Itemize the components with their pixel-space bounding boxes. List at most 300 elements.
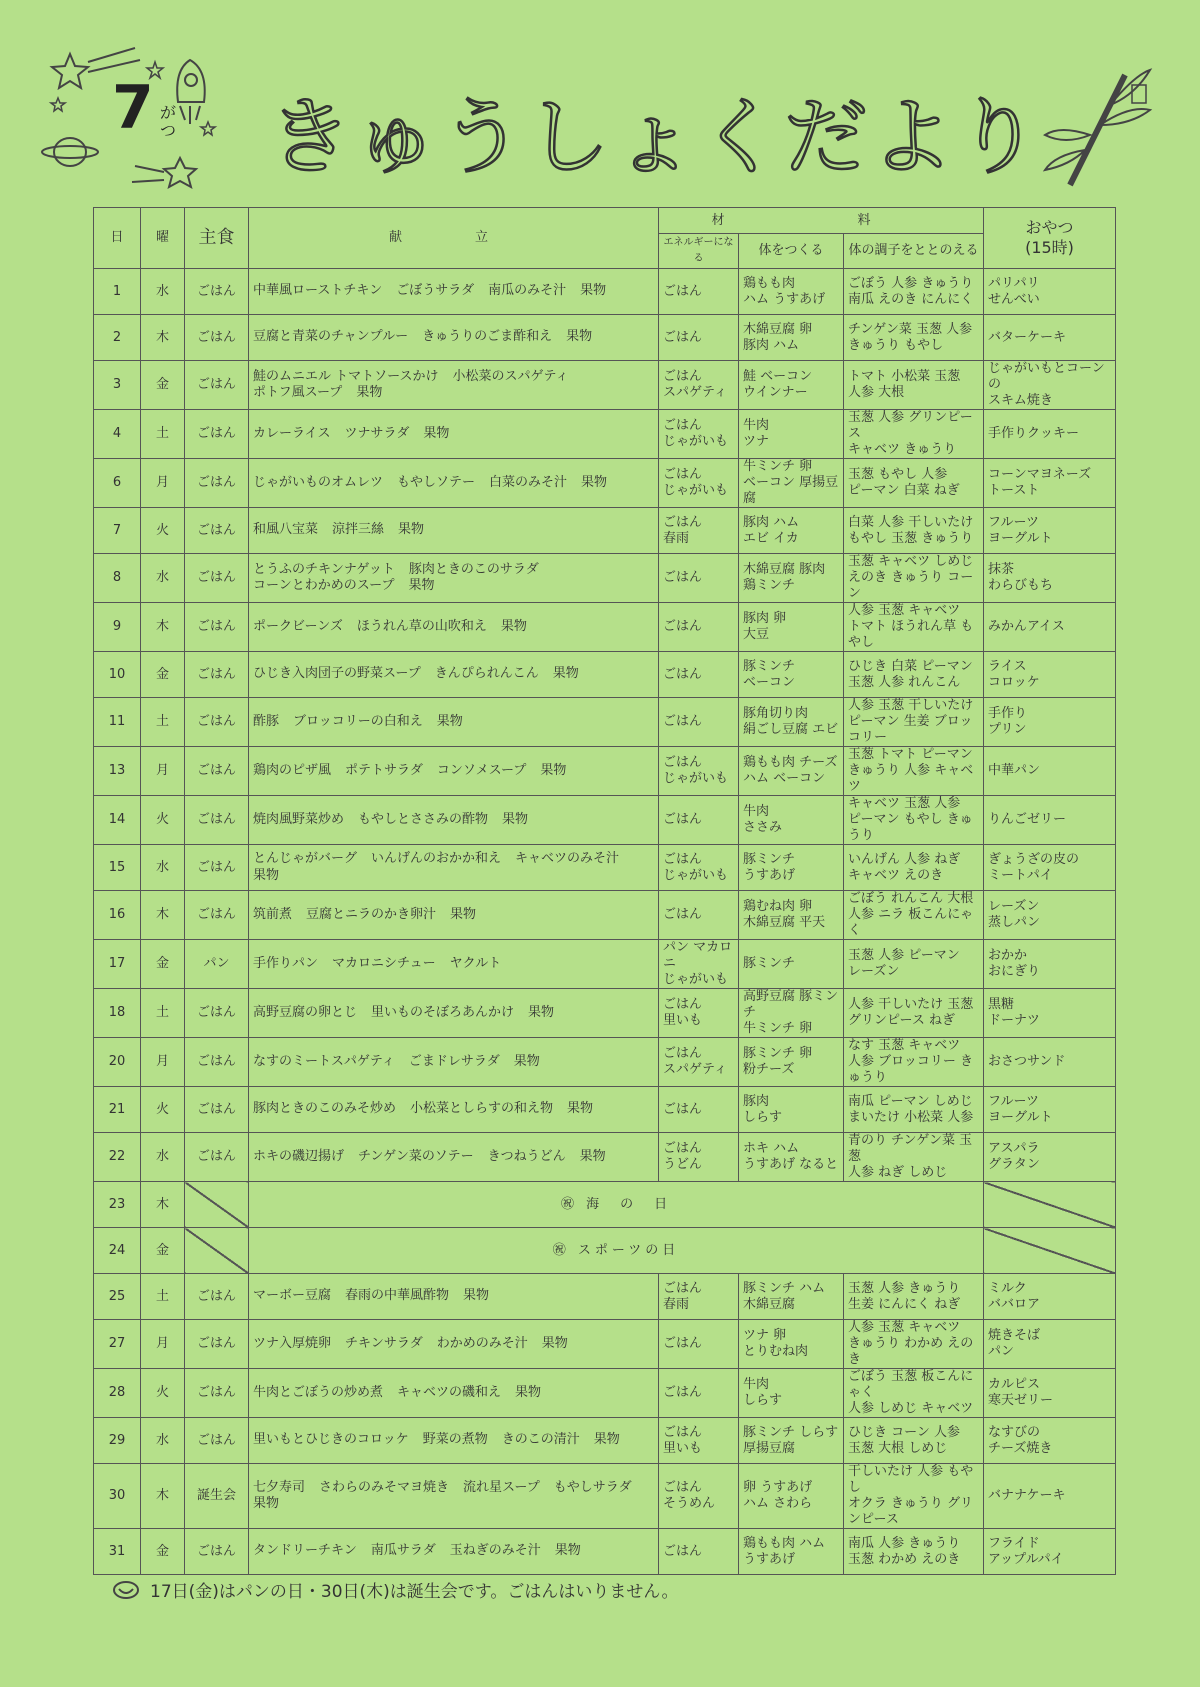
snack-cell: パリパリ せんべい (984, 269, 1116, 315)
body-cell: 牛肉 ツナ (739, 410, 844, 459)
weekday-cell: 水 (141, 269, 185, 315)
table-row (94, 1182, 1116, 1228)
body-cell: 鶏もも肉 チーズ ハム ベーコン (739, 747, 844, 796)
body-cell: 牛肉 ささみ (739, 796, 844, 845)
energy-cell: ごはん (659, 1529, 739, 1575)
dish-item: 小松菜のスパゲティ (452, 368, 569, 384)
dish-item: 果物 (515, 1384, 542, 1400)
day-cell: 15 (94, 845, 141, 891)
dish-item: 果物 (513, 1053, 540, 1069)
staple-cell-empty (185, 1182, 249, 1228)
day-cell: 7 (94, 508, 141, 554)
dish-item: ポトフ風スープ (253, 385, 343, 400)
dish-item: 果物 (463, 1288, 490, 1304)
dish-item: 果物 (528, 1004, 555, 1020)
table-row (94, 1133, 1116, 1182)
body-cell: 牛肉 しらす (739, 1369, 844, 1418)
condition-cell: 南瓜 人参 きゅうり 玉葱 わかめ えのき (844, 1529, 984, 1575)
staple-cell: ごはん (185, 845, 249, 891)
dish-item: 果物 (579, 1148, 606, 1164)
dish-item: いんげんのおかか和え (371, 851, 502, 866)
staple-cell: パン (185, 940, 249, 989)
day-cell: 6 (94, 459, 141, 508)
staple-cell: ごはん (185, 410, 249, 459)
menu-cell (249, 459, 659, 508)
energy-cell: ごはん (659, 891, 739, 940)
snack-cell: ライス コロッケ (984, 652, 1116, 698)
staple-cell: ごはん (185, 1529, 249, 1575)
staple-cell: ごはん (185, 1038, 249, 1087)
weekday-cell: 水 (141, 1418, 185, 1464)
menu-cell (249, 1464, 659, 1529)
table-row (94, 1418, 1116, 1464)
dish-item: 果物 (554, 1543, 581, 1559)
dish-item: 里いものそぼろあんかけ (371, 1004, 515, 1020)
weekday-cell: 土 (141, 698, 185, 747)
dish-item: さわらのみそマヨ焼き (319, 1479, 450, 1495)
dish-item: ヤクルト (449, 955, 502, 971)
body-cell: 豚ミンチ うすあげ (739, 845, 844, 891)
energy-cell: ごはん (659, 1369, 739, 1418)
header-snack-time: (15時) (1025, 238, 1074, 257)
dish-item: 果物 (450, 906, 477, 922)
condition-cell: 玉葱 もやし 人参 ピーマン 白菜 ねぎ (844, 459, 984, 508)
snack-cell: ミルク ババロア (984, 1274, 1116, 1320)
dish-item: 和風八宝菜 (253, 522, 319, 538)
staple-cell: ごはん (185, 1274, 249, 1320)
table-row (94, 652, 1116, 698)
condition-cell: 干しいたけ 人参 もやし オクラ きゅうり グリンピース (844, 1464, 984, 1529)
dish-item: 果物 (541, 1335, 568, 1351)
menu-cell (249, 940, 659, 989)
day-cell: 28 (94, 1369, 141, 1418)
dish-item: じゃがいものオムレツ (253, 474, 384, 490)
dish-item: 鮭のムニエル トマトソースかけ (253, 368, 439, 384)
body-cell: 木綿豆腐 卵 豚肉 ハム (739, 315, 844, 361)
menu-cell (249, 747, 659, 796)
dish-item: 小松菜としらすの和え物 (410, 1101, 554, 1117)
day-cell: 3 (94, 361, 141, 410)
table-row (94, 845, 1116, 891)
dish-item: とうふのチキンナゲット (253, 561, 395, 577)
body-cell: 木綿豆腐 豚肉 鶏ミンチ (739, 554, 844, 603)
dish-item: 春雨の中華風酢物 (345, 1288, 450, 1304)
dish-item: わかめのみそ汁 (436, 1335, 528, 1351)
menu-cell (249, 1418, 659, 1464)
staple-cell: ごはん (185, 796, 249, 845)
header-staple: 主食 (185, 208, 249, 269)
staple-cell: ごはん (185, 459, 249, 508)
dish-item: 玉ねぎのみそ汁 (449, 1543, 541, 1559)
energy-cell: ごはん (659, 1087, 739, 1133)
table-row (94, 1529, 1116, 1575)
body-cell: 豚ミンチ (739, 940, 844, 989)
staple-cell: ごはん (185, 1133, 249, 1182)
menu-cell (249, 361, 659, 410)
dish-item: ツナ入厚焼卵 (253, 1335, 332, 1351)
header-materials: 材 料 (659, 208, 984, 234)
weekday-cell: 土 (141, 989, 185, 1038)
dish-item: とんじゃがバーグ (253, 851, 358, 866)
dish-item: ホキの磯辺揚げ (253, 1148, 345, 1164)
staple-cell: ごはん (185, 652, 249, 698)
day-cell: 16 (94, 891, 141, 940)
weekday-cell: 水 (141, 1133, 185, 1182)
weekday-cell: 金 (141, 1529, 185, 1575)
weekday-cell: 木 (141, 891, 185, 940)
staple-cell: ごはん (185, 747, 249, 796)
staple-cell: ごはん (185, 698, 249, 747)
staple-cell: ごはん (185, 1087, 249, 1133)
staple-cell: ごはん (185, 1320, 249, 1369)
energy-cell: ごはん (659, 1320, 739, 1369)
snack-cell-empty (984, 1182, 1116, 1228)
energy-cell: ごはん じゃがいも (659, 410, 739, 459)
weekday-cell: 土 (141, 1274, 185, 1320)
energy-cell: パン マカロニ じゃがいも (659, 940, 739, 989)
dish-item: 果物 (423, 425, 450, 441)
table-row (94, 1320, 1116, 1369)
dish-item: 果物 (502, 811, 529, 827)
condition-cell: ごぼう れんこん 大根 人参 ニラ 板こんにゃく (844, 891, 984, 940)
dish-item: 果物 (408, 578, 435, 593)
dish-item: きのこの清汁 (501, 1432, 580, 1448)
dish-item: 南瓜サラダ (370, 1543, 436, 1559)
dish-item: 七夕寿司 (253, 1479, 306, 1495)
dish-item: もやしサラダ (553, 1479, 632, 1495)
weekday-cell: 火 (141, 796, 185, 845)
body-cell: 鶏もも肉 ハム うすあげ (739, 1529, 844, 1575)
header-energy: エネルギーになる (659, 234, 739, 269)
day-cell: 20 (94, 1038, 141, 1087)
snack-cell: りんごゼリー (984, 796, 1116, 845)
header-weekday: 曜 (141, 208, 185, 269)
menu-cell (249, 845, 659, 891)
table-row (94, 459, 1116, 508)
day-cell: 1 (94, 269, 141, 315)
dish-item: 高野豆腐の卵とじ (253, 1004, 358, 1020)
staple-cell-empty (185, 1228, 249, 1274)
dish-item: コンソメスープ (436, 762, 527, 778)
dish-item: キャベツの磯和え (397, 1384, 502, 1400)
snack-cell: バターケーキ (984, 315, 1116, 361)
dish-item: 果物 (253, 867, 280, 883)
day-cell: 17 (94, 940, 141, 989)
energy-cell: ごはん (659, 652, 739, 698)
menu-cell (249, 1133, 659, 1182)
snack-cell: 中華パン (984, 747, 1116, 796)
weekday-cell: 木 (141, 1464, 185, 1529)
weekday-cell: 火 (141, 1087, 185, 1133)
day-cell: 25 (94, 1274, 141, 1320)
energy-cell: ごはん 里いも (659, 1418, 739, 1464)
dish-item: きつねうどん (487, 1148, 566, 1164)
dish-item: 豚肉ときのこのサラダ (408, 561, 539, 577)
day-cell: 22 (94, 1133, 141, 1182)
condition-cell: ごぼう 玉葱 板こんにゃく 人参 しめじ キャベツ (844, 1369, 984, 1418)
day-cell: 31 (94, 1529, 141, 1575)
dish-item: きゅうりのごま酢和え (422, 329, 553, 345)
day-cell: 8 (94, 554, 141, 603)
day-cell: 13 (94, 747, 141, 796)
dish-item: なすのミートスパゲティ (253, 1053, 395, 1069)
staple-cell: ごはん (185, 361, 249, 410)
table-row (94, 891, 1116, 940)
day-cell: 11 (94, 698, 141, 747)
energy-cell: ごはん (659, 554, 739, 603)
body-cell: 豚肉 しらす (739, 1087, 844, 1133)
condition-cell: 人参 玉葱 干しいたけ ピーマン 生姜 ブロッコリー (844, 698, 984, 747)
staple-cell: ごはん (185, 989, 249, 1038)
menu-cell (249, 1529, 659, 1575)
weekday-cell: 金 (141, 1228, 185, 1274)
holiday-cell: ㊗ スポーツの日 (249, 1228, 984, 1274)
body-cell: ツナ 卵 とりむね肉 (739, 1320, 844, 1369)
energy-cell: ごはん (659, 315, 739, 361)
table-row (94, 989, 1116, 1038)
menu-cell (249, 1038, 659, 1087)
body-cell: 鶏むね肉 卵 木綿豆腐 平天 (739, 891, 844, 940)
dish-item: 手作りパン (253, 955, 319, 971)
energy-cell: ごはん そうめん (659, 1464, 739, 1529)
dish-item: もやしとささみの酢物 (358, 811, 489, 827)
dish-item: カレーライス (253, 425, 331, 441)
table-row (94, 1228, 1116, 1274)
menu-cell (249, 315, 659, 361)
energy-cell: ごはん スパゲティ (659, 361, 739, 410)
condition-cell: 玉葱 人参 ピーマン レーズン (844, 940, 984, 989)
snack-cell: レーズン 蒸しパン (984, 891, 1116, 940)
dish-item: ごぼうサラダ (396, 283, 475, 299)
table-row (94, 554, 1116, 603)
dish-item: 筑前煮 (253, 906, 293, 922)
header-menu: 献 立 (249, 208, 659, 269)
dish-item: 豆腐と青菜のチャンプルー (253, 329, 409, 345)
dish-item: ほうれん草の山吹和え (356, 618, 487, 634)
snack-cell: フライド アップルパイ (984, 1529, 1116, 1575)
body-cell: 豚ミンチ 卵 粉チーズ (739, 1038, 844, 1087)
snack-cell: 黒糖 ドーナツ (984, 989, 1116, 1038)
snack-cell: みかんアイス (984, 603, 1116, 652)
body-cell: 鮭 ベーコン ウインナー (739, 361, 844, 410)
condition-cell: キャベツ 玉葱 人参 ピーマン もやし きゅうり (844, 796, 984, 845)
staple-cell: ごはん (185, 554, 249, 603)
dish-item: 流れ星スープ (463, 1479, 540, 1495)
menu-cell (249, 1320, 659, 1369)
weekday-cell: 月 (141, 459, 185, 508)
energy-cell: ごはん じゃがいも (659, 459, 739, 508)
energy-cell: ごはん スパゲティ (659, 1038, 739, 1087)
menu-table (93, 207, 1116, 1575)
header-condition: 体の調子をととのえる (844, 234, 984, 269)
dish-item: 牛肉とごぼうの炒め煮 (253, 1384, 384, 1400)
body-cell: 卵 うすあげ ハム さわら (739, 1464, 844, 1529)
body-cell: 豚ミンチ しらす 厚揚豆腐 (739, 1418, 844, 1464)
menu-cell (249, 698, 659, 747)
energy-cell: ごはん 里いも (659, 989, 739, 1038)
weekday-cell: 木 (141, 1182, 185, 1228)
staple-cell: ごはん (185, 891, 249, 940)
dish-item: 果物 (500, 618, 527, 634)
snack-cell: コーンマヨネーズ トースト (984, 459, 1116, 508)
dish-item: チンゲン菜のソテー (358, 1148, 474, 1164)
body-cell: 豚ミンチ ハム 木綿豆腐 (739, 1274, 844, 1320)
weekday-cell: 金 (141, 940, 185, 989)
table-row (94, 1274, 1116, 1320)
day-cell: 21 (94, 1087, 141, 1133)
menu-cell (249, 1274, 659, 1320)
footer-note (112, 1577, 678, 1602)
weekday-cell: 月 (141, 1038, 185, 1087)
dish-item: マーボー豆腐 (253, 1288, 332, 1304)
weekday-cell: 火 (141, 1369, 185, 1418)
menu-cell (249, 554, 659, 603)
body-cell: 豚肉 卵 大豆 (739, 603, 844, 652)
menu-cell (249, 269, 659, 315)
page-title: きゅうしょくだより (268, 88, 1043, 186)
snack-cell: 手作り プリン (984, 698, 1116, 747)
snack-cell: アスパラ グラタン (984, 1133, 1116, 1182)
table-row (94, 315, 1116, 361)
condition-cell: 玉葱 人参 グリンピース キャベツ きゅうり (844, 410, 984, 459)
dish-item: 果物 (398, 522, 425, 538)
energy-cell: ごはん (659, 269, 739, 315)
holiday-cell: ㊗ 海 の 日 (249, 1182, 984, 1228)
dish-item: 南瓜のみそ汁 (488, 283, 567, 299)
condition-cell: ごぼう 人参 きゅうり 南瓜 えのき にんにく (844, 269, 984, 315)
day-cell: 23 (94, 1182, 141, 1228)
condition-cell: ひじき 白菜 ピーマン 玉葱 人参 れんこん (844, 652, 984, 698)
table-row (94, 1369, 1116, 1418)
snack-cell: じゃがいもとコーンの スキム焼き (984, 361, 1116, 410)
dish-item: 里いもとひじきのコロッケ (253, 1432, 409, 1448)
dish-item: ツナサラダ (344, 425, 410, 441)
table-row (94, 1087, 1116, 1133)
dish-item: 中華風ローストチキン (253, 283, 383, 299)
condition-cell: 青のり チンゲン菜 玉葱 人参 ねぎ しめじ (844, 1133, 984, 1182)
dish-item: もやしソテー (397, 474, 476, 490)
weekday-cell: 水 (141, 845, 185, 891)
staple-cell: ごはん (185, 603, 249, 652)
staple-cell: ごはん (185, 315, 249, 361)
dish-item: 白菜のみそ汁 (489, 474, 568, 490)
snack-cell: 抹茶 わらびもち (984, 554, 1116, 603)
snack-cell: バナナケーキ (984, 1464, 1116, 1529)
month-unit: がつ (160, 103, 177, 140)
weekday-cell: 木 (141, 603, 185, 652)
table-row (94, 410, 1116, 459)
day-cell: 2 (94, 315, 141, 361)
menu-cell (249, 1369, 659, 1418)
dish-item: 涼拌三絲 (332, 522, 385, 538)
table-row (94, 508, 1116, 554)
body-cell: ホキ ハム うすあげ なると (739, 1133, 844, 1182)
dish-item: ポテトサラダ (345, 762, 423, 778)
header-body: 体をつくる (739, 234, 844, 269)
snack-cell-empty (984, 1228, 1116, 1274)
table-row (94, 603, 1116, 652)
dish-item: 果物 (566, 329, 593, 345)
condition-cell: 人参 干しいたけ 玉葱 グリンピース ねぎ (844, 989, 984, 1038)
dish-item: チキンサラダ (345, 1335, 423, 1351)
weekday-cell: 月 (141, 1320, 185, 1369)
weekday-cell: 金 (141, 652, 185, 698)
menu-cell (249, 989, 659, 1038)
dish-item: 果物 (552, 666, 579, 682)
body-cell: 牛ミンチ 卵 ベーコン 厚揚豆腐 (739, 459, 844, 508)
header-snack-label: おやつ (1025, 218, 1074, 237)
energy-cell: ごはん (659, 698, 739, 747)
condition-cell: チンゲン菜 玉葱 人参 きゅうり もやし (844, 315, 984, 361)
condition-cell: 玉葱 人参 きゅうり 生姜 にんにく ねぎ (844, 1274, 984, 1320)
menu-cell (249, 891, 659, 940)
snack-cell: なすびの チーズ焼き (984, 1418, 1116, 1464)
bamboo-decoration-icon (1040, 55, 1160, 195)
dish-item: 果物 (567, 1101, 594, 1117)
table-row (94, 1464, 1116, 1529)
energy-cell: ごはん (659, 603, 739, 652)
day-cell: 14 (94, 796, 141, 845)
body-cell: 高野豆腐 豚ミンチ 牛ミンチ 卵 (739, 989, 844, 1038)
menu-cell (249, 652, 659, 698)
weekday-cell: 水 (141, 554, 185, 603)
body-cell: 豚肉 ハム エビ イカ (739, 508, 844, 554)
weekday-cell: 土 (141, 410, 185, 459)
dish-item: タンドリーチキン (253, 1543, 357, 1559)
dish-item: 果物 (436, 713, 463, 729)
energy-cell: ごはん (659, 796, 739, 845)
condition-cell: いんげん 人参 ねぎ キャベツ えのき (844, 845, 984, 891)
menu-cell (249, 796, 659, 845)
day-cell: 29 (94, 1418, 141, 1464)
energy-cell: ごはん うどん (659, 1133, 739, 1182)
dish-item: 酢豚 (253, 713, 280, 729)
weekday-cell: 月 (141, 747, 185, 796)
table-row (94, 269, 1116, 315)
month-number: 7 (112, 73, 154, 143)
snack-cell: カルピス 寒天ゼリー (984, 1369, 1116, 1418)
dish-item: コーンとわかめのスープ (253, 578, 395, 593)
day-cell: 10 (94, 652, 141, 698)
energy-cell: ごはん じゃがいも (659, 845, 739, 891)
menu-cell (249, 410, 659, 459)
snack-cell: 手作りクッキー (984, 410, 1116, 459)
energy-cell: ごはん 春雨 (659, 1274, 739, 1320)
menu-cell (249, 508, 659, 554)
dish-item: 果物 (253, 1496, 280, 1511)
staple-cell: ごはん (185, 1418, 249, 1464)
dish-item: 焼肉風野菜炒め (253, 811, 345, 827)
table-row (94, 698, 1116, 747)
snack-cell: フルーツ ヨーグルト (984, 508, 1116, 554)
dish-item: 果物 (593, 1432, 620, 1448)
menu-cell (249, 603, 659, 652)
day-cell: 18 (94, 989, 141, 1038)
menu-cell (249, 1087, 659, 1133)
snack-cell: おさつサンド (984, 1038, 1116, 1087)
staple-cell: ごはん (185, 1369, 249, 1418)
condition-cell: 白菜 人参 干しいたけ もやし 玉葱 きゅうり (844, 508, 984, 554)
table-row (94, 940, 1116, 989)
weekday-cell: 火 (141, 508, 185, 554)
smile-icon (112, 1580, 140, 1600)
dish-item: きんぴられんこん (434, 666, 539, 682)
header-snack (984, 208, 1116, 269)
body-cell: 豚角切り肉 絹ごし豆腐 エビ (739, 698, 844, 747)
energy-cell: ごはん じゃがいも (659, 747, 739, 796)
staple-cell: 誕生会 (185, 1464, 249, 1529)
condition-cell: 南瓜 ピーマン しめじ まいたけ 小松菜 人参 (844, 1087, 984, 1133)
